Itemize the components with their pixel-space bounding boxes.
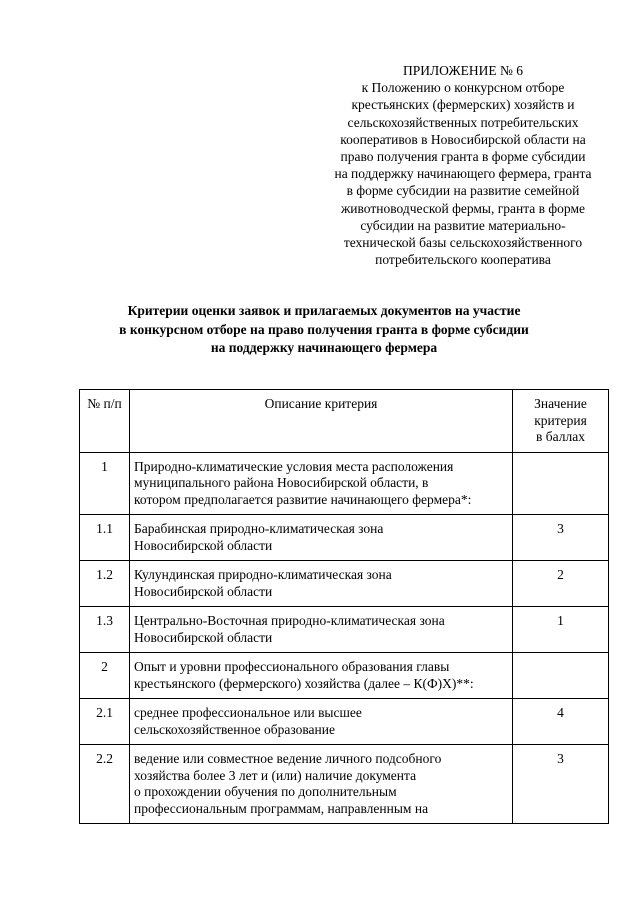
header-value-line: Значение [534,396,587,411]
criteria-table [79,389,609,824]
row-value [513,452,609,515]
description-line: Центрально-Восточная природно-климатическая зона [134,613,445,628]
appendix-line: сельскохозяйственных потребительских [347,114,579,130]
description-line: сельскохозяйственное образование [134,721,335,737]
appendix-line: к Положению о конкурсном отборе [361,80,565,96]
row-number: 1.3 [80,607,130,653]
appendix-line: ПРИЛОЖЕНИЕ № 6 [402,63,524,78]
title-line: Критерии оценки заявок и прилагаемых документов на участие [127,303,521,318]
table-row [80,515,609,561]
row-value: 3 [513,515,609,561]
row-number: 2 [80,653,130,699]
appendix-header [318,62,608,268]
document-title [80,302,568,358]
row-description [130,515,513,561]
row-value: 3 [513,745,609,824]
row-value: 2 [513,561,609,607]
appendix-line: технической базы сельскохозяйственного [343,235,583,251]
row-number: 2.1 [80,699,130,745]
description-line: Новосибирской области [134,629,273,645]
header-number: № п/п [80,390,130,453]
row-description [130,561,513,607]
table-row [80,452,609,515]
row-number: 1.1 [80,515,130,561]
header-value [513,390,609,453]
description-line: о прохождении обучения по дополнительным [134,784,397,799]
row-number: 2.2 [80,745,130,824]
header-value-line: критерия [534,412,587,428]
row-value [513,653,609,699]
description-line: муниципального района Новосибирской области, в [134,475,429,490]
appendix-line: кооперативов в Новосибирской области на [340,131,586,147]
description-line: Барабинская природно-климатическая зона [134,521,384,536]
table-row [80,561,609,607]
description-line: ведение или совместное ведение личного подсобного [134,751,442,766]
row-description [130,653,513,699]
row-description [130,452,513,515]
description-line: профессиональным программам, направленным на [134,800,429,816]
description-line: котором предполагается развитие начинающего фермера*: [134,491,472,507]
table-row [80,699,609,745]
description-line: Новосибирской области [134,537,273,553]
appendix-line: в форме субсидии на развитие семейной [346,183,580,199]
appendix-line: животноводческой фермы, гранта в форме [340,200,586,216]
description-line: среднее профессиональное или высшее [134,705,362,720]
row-value: 4 [513,699,609,745]
appendix-line: право получения гранта в форме субсидии [340,149,586,165]
description-line: Природно-климатические условия места расположения [134,458,454,474]
title-line: на поддержку начинающего фермера [210,340,438,355]
row-description [130,745,513,824]
description-line: Новосибирской области [134,583,273,599]
appendix-line: крестьянских (фермерских) хозяйств и [351,97,575,113]
row-number: 1 [80,452,130,515]
appendix-line: потребительского кооператива [375,252,551,268]
appendix-line: на поддержку начинающего фермера, гранта [334,166,592,182]
header-value-line: в баллах [536,429,585,444]
description-line: хозяйства более 3 лет и (или) наличие документа [134,767,417,783]
description-line: Опыт и уровни профессионального образования главы [134,659,450,674]
row-value: 1 [513,607,609,653]
table-row [80,653,609,699]
table-header-row [80,390,609,453]
header-description: Описание критерия [130,390,513,453]
table-row [80,745,609,824]
description-line: Кулундинская природно-климатическая зона [134,567,392,582]
description-line: крестьянского (фермерского) хозяйства (далее – К(Ф)Х)**: [134,675,474,691]
row-description [130,699,513,745]
table-row [80,607,609,653]
row-description [130,607,513,653]
appendix-line: субсидии на развитие материально- [360,217,566,233]
title-line: в конкурсном отборе на право получения гранта в форме субсидии [119,321,529,337]
row-number: 1.2 [80,561,130,607]
